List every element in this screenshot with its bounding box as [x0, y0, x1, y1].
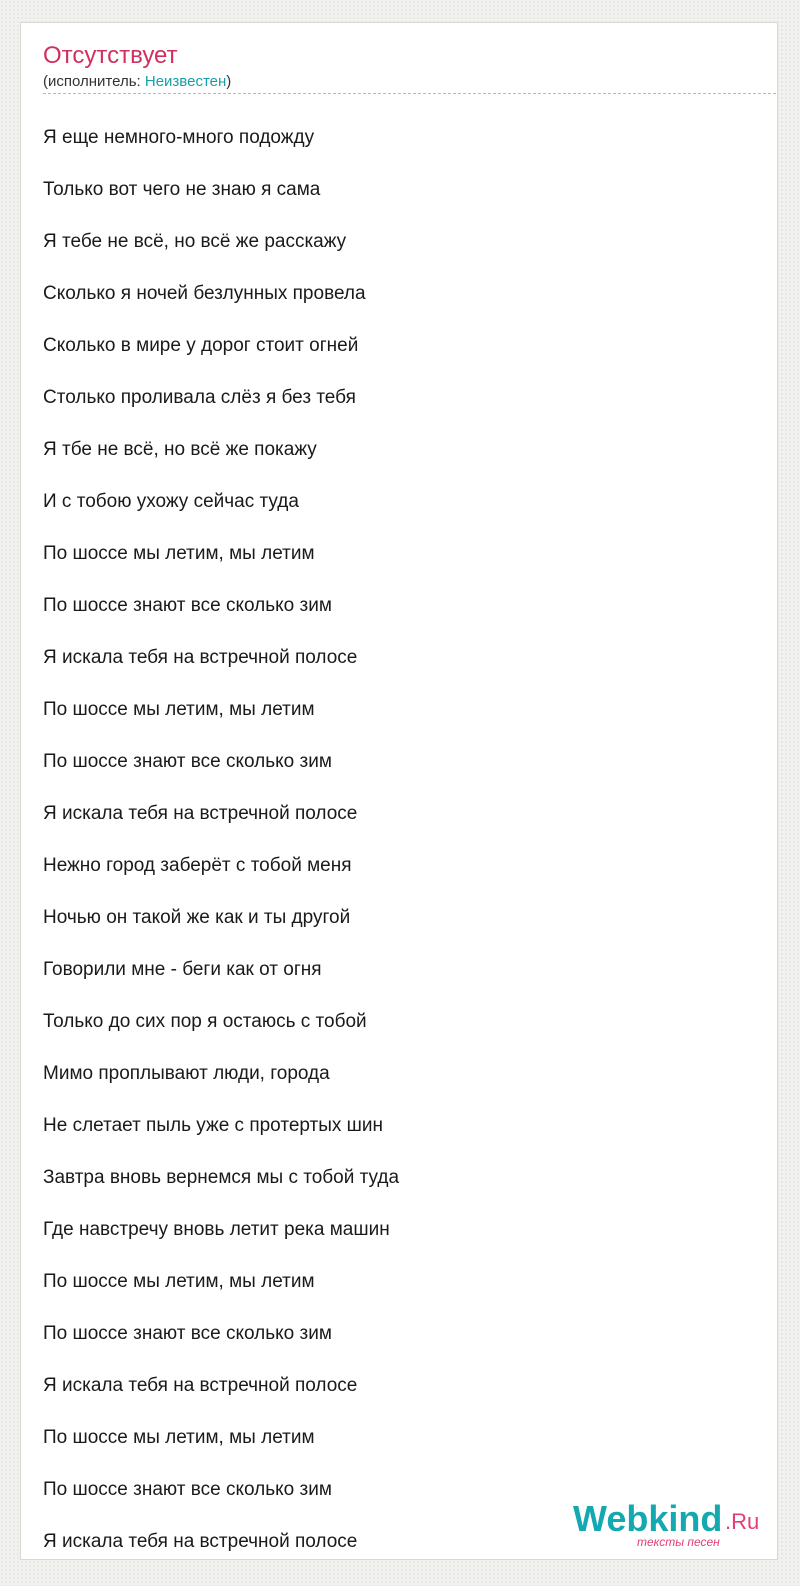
lyric-line: Завтра вновь вернемся мы с тобой туда: [43, 1167, 400, 1188]
logo-tld: .Ru: [725, 1509, 760, 1534]
lyric-line: По шоссе мы летим, мы летим: [43, 1427, 315, 1448]
lyric-line: Сколько я ночей безлунных провела: [43, 283, 366, 304]
artist-line: [43, 73, 231, 91]
lyric-line: И с тобою ухожу сейчас туда: [43, 491, 299, 512]
lyric-line: По шоссе знают все сколько зим: [43, 1323, 332, 1344]
lyric-line: Сколько в мире у дорог стоит огней: [43, 335, 359, 356]
lyric-line: Я еще немного-много подожду: [43, 127, 315, 148]
artist-prefix: (исполнитель:: [43, 73, 145, 90]
logo-brand: Webkind: [573, 1498, 723, 1539]
lyric-line: Мимо проплывают люди, города: [43, 1063, 330, 1084]
lyric-line: Только вот чего не знаю я сама: [43, 179, 321, 200]
lyric-line: Я искала тебя на встречной полосе: [43, 803, 358, 824]
lyric-line: По шоссе мы летим, мы летим: [43, 1271, 315, 1292]
lyric-line: Я тбе не всё, но всё же покажу: [43, 439, 317, 460]
lyric-line: По шоссе знают все сколько зим: [43, 595, 332, 616]
artist-link[interactable]: Неизвестен: [144, 73, 227, 90]
lyric-line: Я искала тебя на встречной полосе: [43, 647, 358, 668]
lyric-line: Где навстречу вновь летит река машин: [43, 1219, 390, 1240]
lyric-line: Только до сих пор я остаюсь с тобой: [43, 1011, 367, 1032]
webkind-logo[interactable]: [573, 1499, 763, 1549]
title-divider: [43, 93, 778, 94]
lyric-line: Говорили мне - беги как от огня: [43, 959, 322, 980]
lyric-line: По шоссе мы летим, мы летим: [43, 543, 315, 564]
lyric-line: Столько проливала слёз я без тебя: [43, 387, 356, 408]
lyric-line: Я искала тебя на встречной полосе: [43, 1375, 358, 1396]
song-title: Отсутствует: [43, 42, 178, 69]
logo-tagline: тексты песен: [637, 1535, 720, 1549]
lyrics-card: [20, 22, 778, 1560]
lyrics-list: [43, 126, 399, 1560]
lyric-line: Не слетает пыль уже с протертых шин: [43, 1115, 384, 1136]
lyric-line: Нежно город заберёт с тобой меня: [43, 855, 352, 876]
lyric-line: Ночью он такой же как и ты другой: [43, 907, 351, 928]
lyric-line: По шоссе знают все сколько зим: [43, 1479, 332, 1500]
lyric-line: Я искала тебя на встречной полосе: [43, 1531, 358, 1552]
lyric-line: По шоссе мы летим, мы летим: [43, 699, 315, 720]
lyric-line: По шоссе знают все сколько зим: [43, 751, 332, 772]
lyric-line: Я тебе не всё, но всё же расскажу: [43, 231, 347, 252]
artist-suffix: ): [226, 73, 232, 90]
